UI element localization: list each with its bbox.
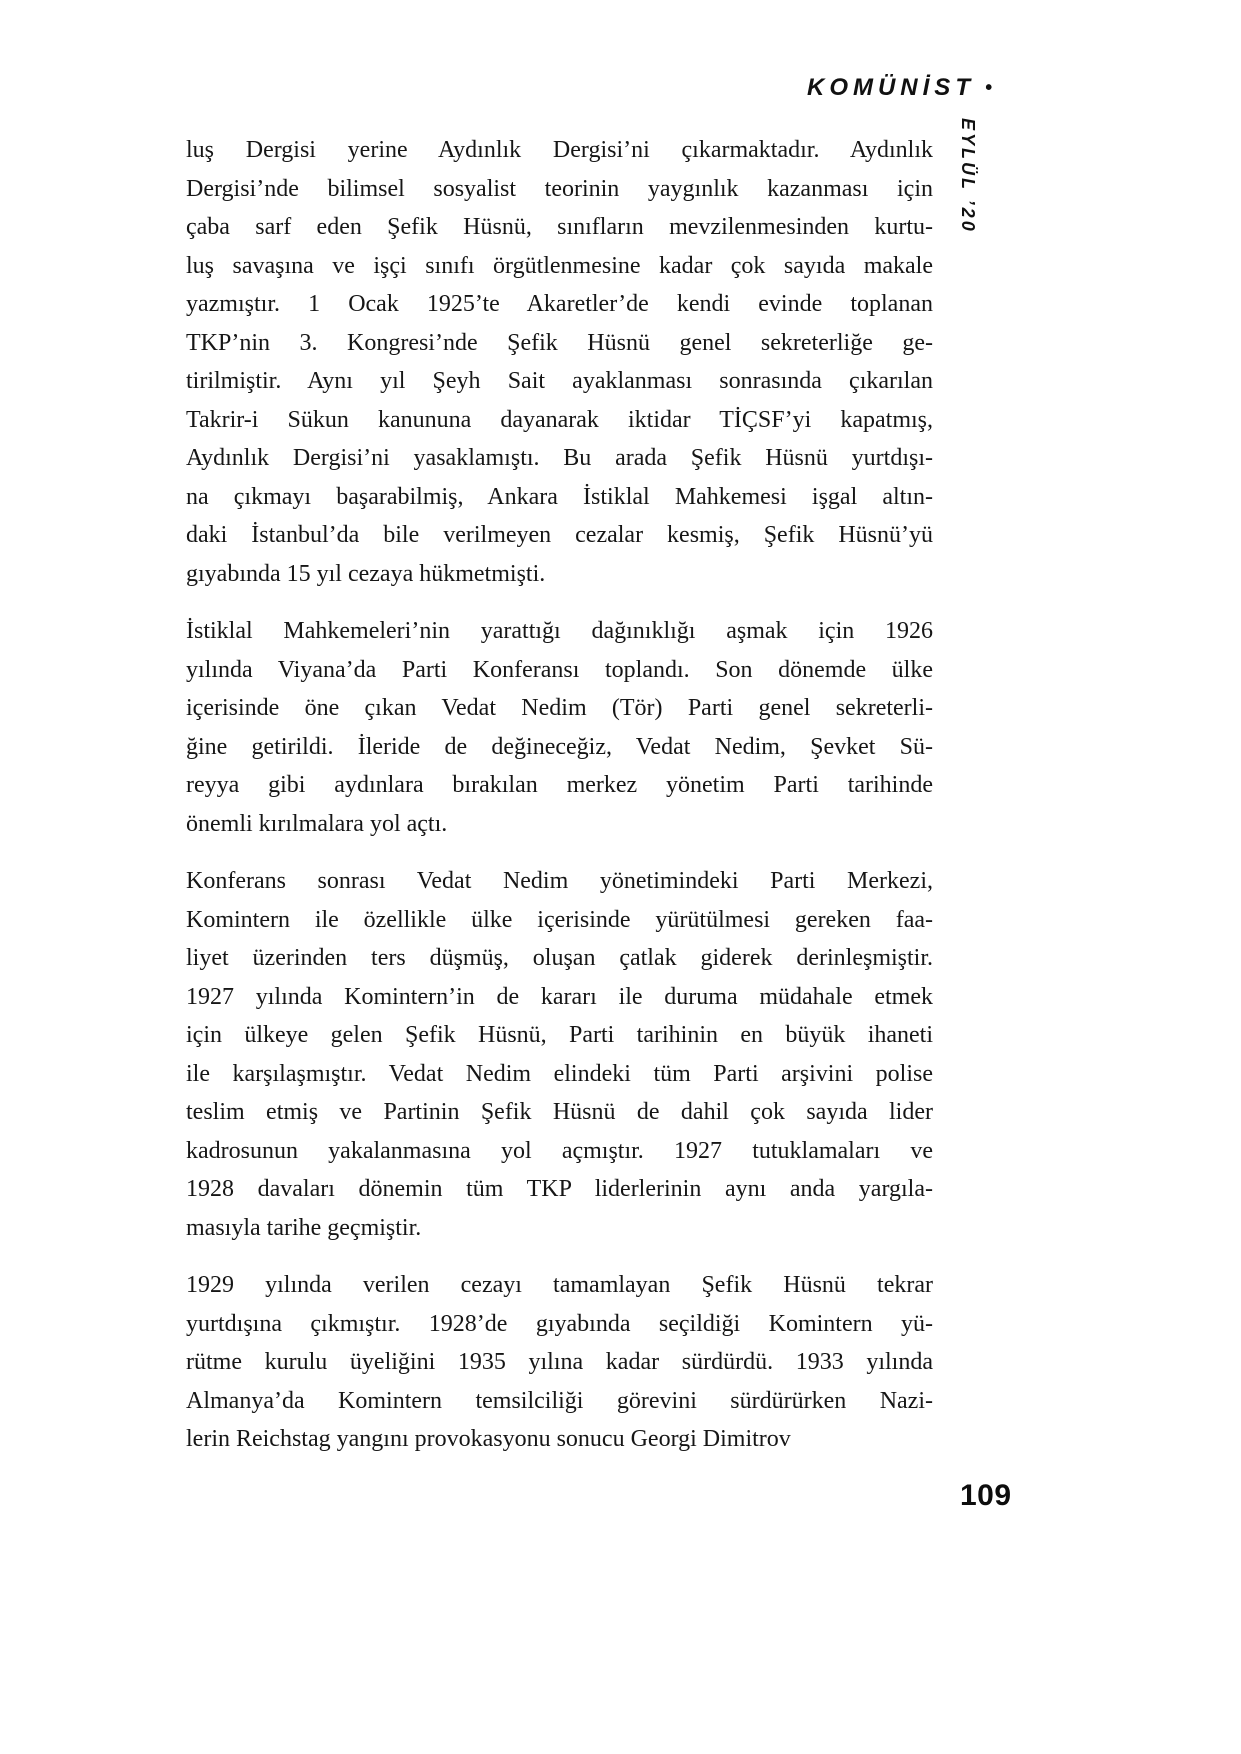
text-line: İstiklal Mahkemeleri’nin yarattığı dağınıklığı aşmak için 1926 xyxy=(186,618,933,644)
text-line: reyya gibi aydınlara bırakılan merkez yönetim Parti tarihinde xyxy=(186,772,933,798)
text-line: Konferans sonrası Vedat Nedim yönetimindeki Parti Merkezi, xyxy=(186,868,933,894)
text-line: TKP’nin 3. Kongresi’nde Şefik Hüsnü genel sekreterliğe ge- xyxy=(186,329,933,356)
text-line: tirilmiştir. Aynı yıl Şeyh Sait ayaklanması sonrasında çıkarılan xyxy=(186,368,933,394)
text-line: ğine getirildi. İleride de değineceğiz, Vedat Nedim, Şevket Sü- xyxy=(186,733,933,760)
paragraph xyxy=(186,131,933,593)
text-line: Almanya’da Komintern temsilciliği görevini sürdürürken Nazi- xyxy=(186,1387,933,1414)
text-line: liyet üzerinden ters düşmüş, oluşan çatlak giderek derinleşmiştir. xyxy=(186,945,933,971)
text-line: Aydınlık Dergisi’ni yasaklamıştı. Bu arada Şefik Hüsnü yurtdışı- xyxy=(186,445,933,471)
text-line: Komintern ile özellikle ülke içerisinde yürütülmesi gereken faa- xyxy=(186,906,933,933)
text-line: daki İstanbul’da bile verilmeyen cezalar kesmiş, Şefik Hüsnü’yü xyxy=(186,522,933,548)
paragraph xyxy=(186,862,933,1247)
header-bullet-icon: • xyxy=(984,77,992,99)
text-line: 1927 yılında Komintern’in de kararı ile duruma müdahale etmek xyxy=(186,983,933,1010)
running-header xyxy=(807,74,992,102)
text-line: luş Dergisi yerine Aydınlık Dergisi’ni çıkarmaktadır. Aydınlık xyxy=(186,137,933,163)
issue-label: EYLÜL ’20 xyxy=(958,118,978,234)
text-line: 1928 davaları dönemin tüm TKP liderlerinin aynı anda yargıla- xyxy=(186,1176,933,1202)
text-line: rütme kurulu üyeliğini 1935 yılına kadar sürdürdü. 1933 yılında xyxy=(186,1349,933,1375)
text-line: yılında Viyana’da Parti Konferansı toplandı. Son dönemde ülke xyxy=(186,656,933,683)
body-text xyxy=(186,131,933,1459)
text-line: lerin Reichstag yangını provokasyonu sonucu Georgi Dimitrov xyxy=(186,1426,791,1452)
text-line: önemli kırılmalara yol açtı. xyxy=(186,810,448,837)
magazine-title: KOMÜNİST xyxy=(806,74,975,101)
paragraph xyxy=(186,612,933,843)
page-number: 109 xyxy=(960,1479,1012,1512)
text-line: için ülkeye gelen Şefik Hüsnü, Parti tarihinin en büyük ihaneti xyxy=(186,1022,933,1048)
text-line: gıyabında 15 yıl cezaya hükmetmişti. xyxy=(186,560,546,587)
text-line: luş savaşına ve işçi sınıfı örgütlenmesine kadar çok sayıda makale xyxy=(186,252,933,279)
text-line: kadrosunun yakalanmasına yol açmıştır. 1927 tutuklamaları ve xyxy=(186,1137,933,1164)
text-line: na çıkmayı başarabilmiş, Ankara İstiklal Mahkemesi işgal altın- xyxy=(186,483,933,510)
text-line: yurtdışına çıkmıştır. 1928’de gıyabında seçildiği Komintern yü- xyxy=(186,1310,933,1337)
text-line: Dergisi’nde bilimsel sosyalist teorinin yaygınlık kazanması için xyxy=(186,175,933,202)
text-line: yazmıştır. 1 Ocak 1925’te Akaretler’de kendi evinde toplanan xyxy=(186,291,933,317)
paragraph xyxy=(186,1266,933,1459)
text-line: Takrir-i Sükun kanununa dayanarak iktidar TİÇSF’yi kapatmış, xyxy=(186,406,933,433)
text-line: masıyla tarihe geçmiştir. xyxy=(186,1214,422,1241)
text-line: 1929 yılında verilen cezayı tamamlayan Şefik Hüsnü tekrar xyxy=(186,1272,933,1298)
text-line: ile karşılaşmıştır. Vedat Nedim elindeki tüm Parti arşivini polise xyxy=(186,1060,933,1087)
text-line: içerisinde öne çıkan Vedat Nedim (Tör) Parti genel sekreterli- xyxy=(186,695,933,721)
text-line: teslim etmiş ve Partinin Şefik Hüsnü de dahil çok sayıda lider xyxy=(186,1099,933,1125)
text-line: çaba sarf eden Şefik Hüsnü, sınıfların mevzilenmesinden kurtu- xyxy=(186,214,933,240)
